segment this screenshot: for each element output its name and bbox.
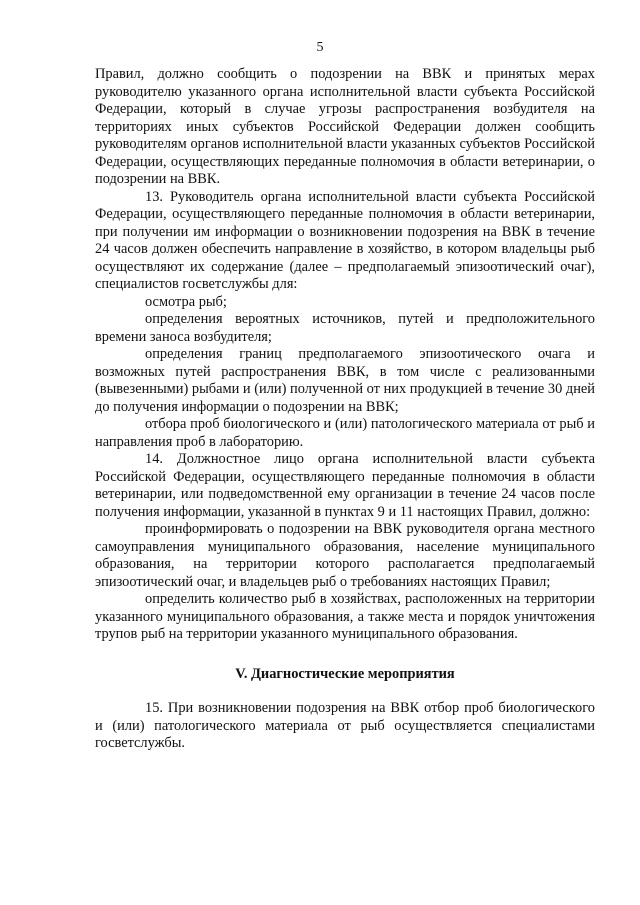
paragraph-15: 15. При возникновении подозрения на ВВК отбор проб биологического и (или) патологического материала от рыб осуществляется специалистами госветслужбы. [95,700,595,751]
paragraph-14: 14. Должностное лицо органа исполнительной власти субъекта Российской Федерации, осуществляющего переданные полномочия в области ветеринарии, или подведомственной ему организации в течение 24 часов после получения информации, указанной в пунктах 9 и 11 настоящих Правил, должно: [95,451,595,520]
paragraph-13: 13. Руководитель органа исполнительной власти субъекта Российской Федерации, осуществляющего переданные полномочия в области ветеринарии, при получении им информации о возникновении подозрения на ВВК в течение 24 часов должен обеспечить направление в хозяйство, в котором владельцы рыб осуществляют их содержание (далее – предполагаемый эпизоотический очаг), специалистов госветслужбы для: [95,188,595,292]
list-item-sources: определения вероятных источников, путей и предположительного времени заноса возбудителя; [95,311,595,345]
section-heading: V. Диагностические мероприятия [235,665,455,682]
paragraph-continuation: Правил, должно сообщить о подозрении на ВВК и принятых мерах руководителю указанного органа исполнительной власти субъекта Российской Федерации, который в случае угрозы распространения возбудителя на территориях иных субъектов Российской Федерации должен сообщить руководителям органов исполнительной власти указанных субъектов Российской Федерации, осуществляющих переданные полномочия в области ветеринарии, о подозрении на ВВК. [95,66,595,187]
list-item-inspection: осмотра рыб; [145,293,227,310]
document-body [95,66,595,753]
page-number: 5 [316,40,324,55]
list-item-inform: проинформировать о подозрении на ВВК руководителя органа местного самоуправления муниципального образования, население муниципального образования, на территории которого располагается предполагаемый эпизоотический очаг, и владельцев рыб о требованиях настоящих Правил; [95,521,595,590]
list-item-sampling: отбора проб биологического и (или) патологического материала от рыб и направления проб в лабораторию. [95,416,595,450]
list-item-boundaries: определения границ предполагаемого эпизоотического очага и возможных путей распространения ВВК, в том числе с реализованными (вывезенными) рыбами и (или) полученной от них продукцией в течение 30 дней до получения информации о подозрении на ВВК; [95,346,595,415]
list-item-determine: определить количество рыб в хозяйствах, расположенных на территории указанного муниципального образования, а также места и порядок уничтожения трупов рыб на территории указанного муниципального образования. [95,591,595,642]
